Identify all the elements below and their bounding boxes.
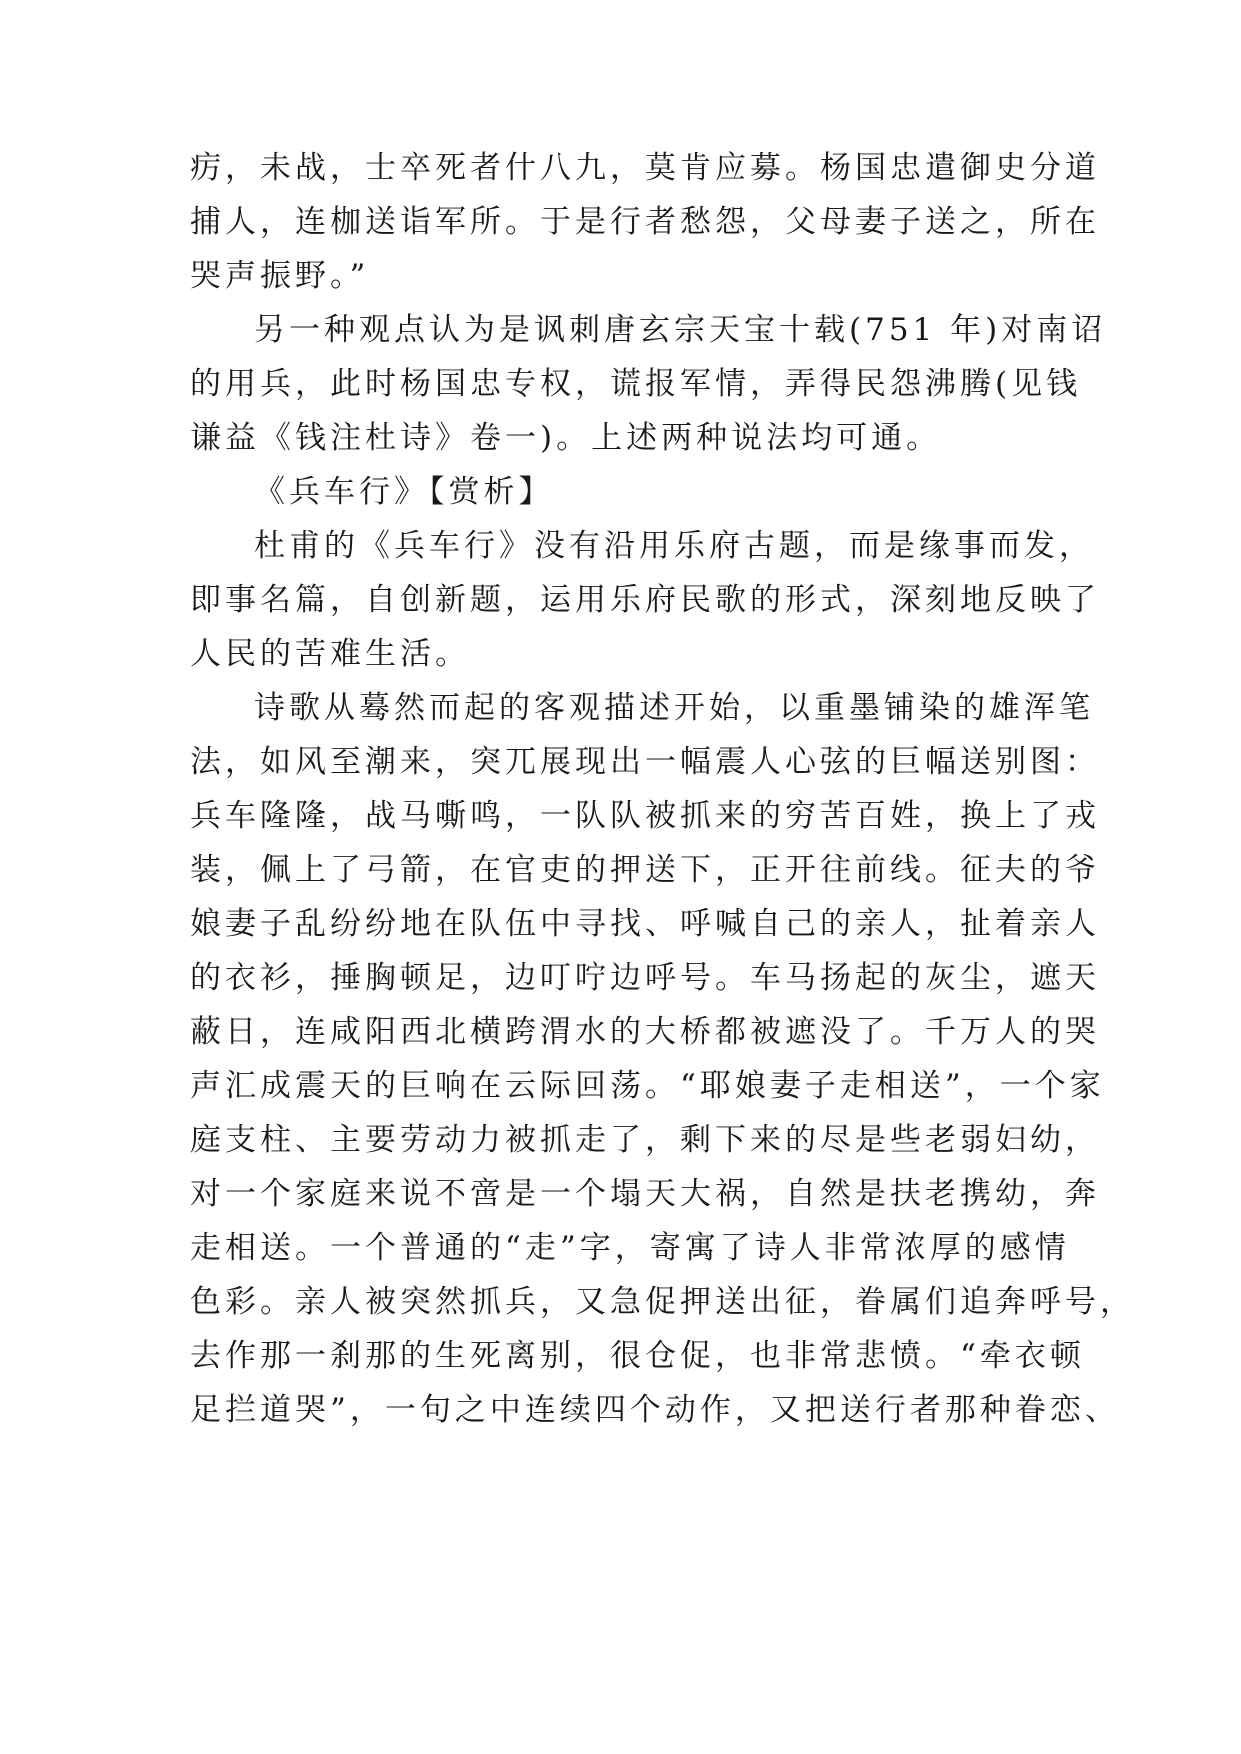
section-heading: 《兵车行》【赏析】 [254, 474, 554, 510]
text-line: 庭支柱、主要劳动力被抓走了，剩下来的尽是些老弱妇幼， [190, 1122, 1100, 1158]
text-line: 谦益《钱注杜诗》卷一)。上述两种说法均可通。 [190, 420, 942, 456]
text-line: 诗歌从蓦然而起的客观描述开始，以重墨铺染的雄浑笔 [254, 690, 1094, 726]
text-line: 另一种观点认为是讽刺唐玄宗天宝十载(751 年)对南诏 [254, 312, 1107, 348]
text-line: 人民的苦难生活。 [190, 636, 470, 672]
text-line: 装，佩上了弓箭，在官吏的押送下，正开往前线。征夫的爷 [190, 852, 1100, 888]
text-line: 的衣衫，捶胸顿足，边叮咛边呼号。车马扬起的灰尘，遮天 [190, 960, 1100, 996]
text-line: 去作那一刹那的生死离别，很仓促，也非常悲愤。“牵衣顿 [190, 1338, 1085, 1374]
text-line: 兵车隆隆，战马嘶鸣，一队队被抓来的穷苦百姓，换上了戎 [190, 798, 1100, 834]
text-line: 捕人，连枷送诣军所。于是行者愁怨，父母妻子送之，所在 [190, 204, 1100, 240]
text-line: 的用兵，此时杨国忠专权，谎报军情，弄得民怨沸腾(见钱 [190, 366, 1082, 402]
text-line: 对一个家庭来说不啻是一个塌天大祸，自然是扶老携幼，奔 [190, 1176, 1100, 1212]
text-line: 法，如风至潮来，突兀展现出一幅震人心弦的巨幅送别图： [190, 744, 1100, 780]
text-line: 走相送。一个普通的“走”字，寄寓了诗人非常浓厚的感情 [190, 1230, 1070, 1266]
text-line: 疠，未战，士卒死者什八九，莫肯应募。杨国忠遣御史分道 [190, 150, 1100, 186]
text-line: 声汇成震天的巨响在云际回荡。“耶娘妻子走相送”，一个家 [190, 1068, 1105, 1104]
text-line: 蔽日，连咸阳西北横跨渭水的大桥都被遮没了。千万人的哭 [190, 1014, 1100, 1050]
text-line: 杜甫的《兵车行》没有沿用乐府古题，而是缘事而发， [254, 528, 1094, 564]
text-line: 色彩。亲人被突然抓兵，又急促押送出征，眷属们追奔呼号， [190, 1284, 1135, 1320]
text-line: 娘妻子乱纷纷地在队伍中寻找、呼喊自己的亲人，扯着亲人 [190, 906, 1100, 942]
text-line: 足拦道哭”，一句之中连续四个动作，又把送行者那种眷恋、 [190, 1392, 1120, 1428]
text-line: 哭声振野。” [190, 258, 370, 294]
text-line: 即事名篇，自创新题，运用乐府民歌的形式，深刻地反映了 [190, 582, 1100, 618]
